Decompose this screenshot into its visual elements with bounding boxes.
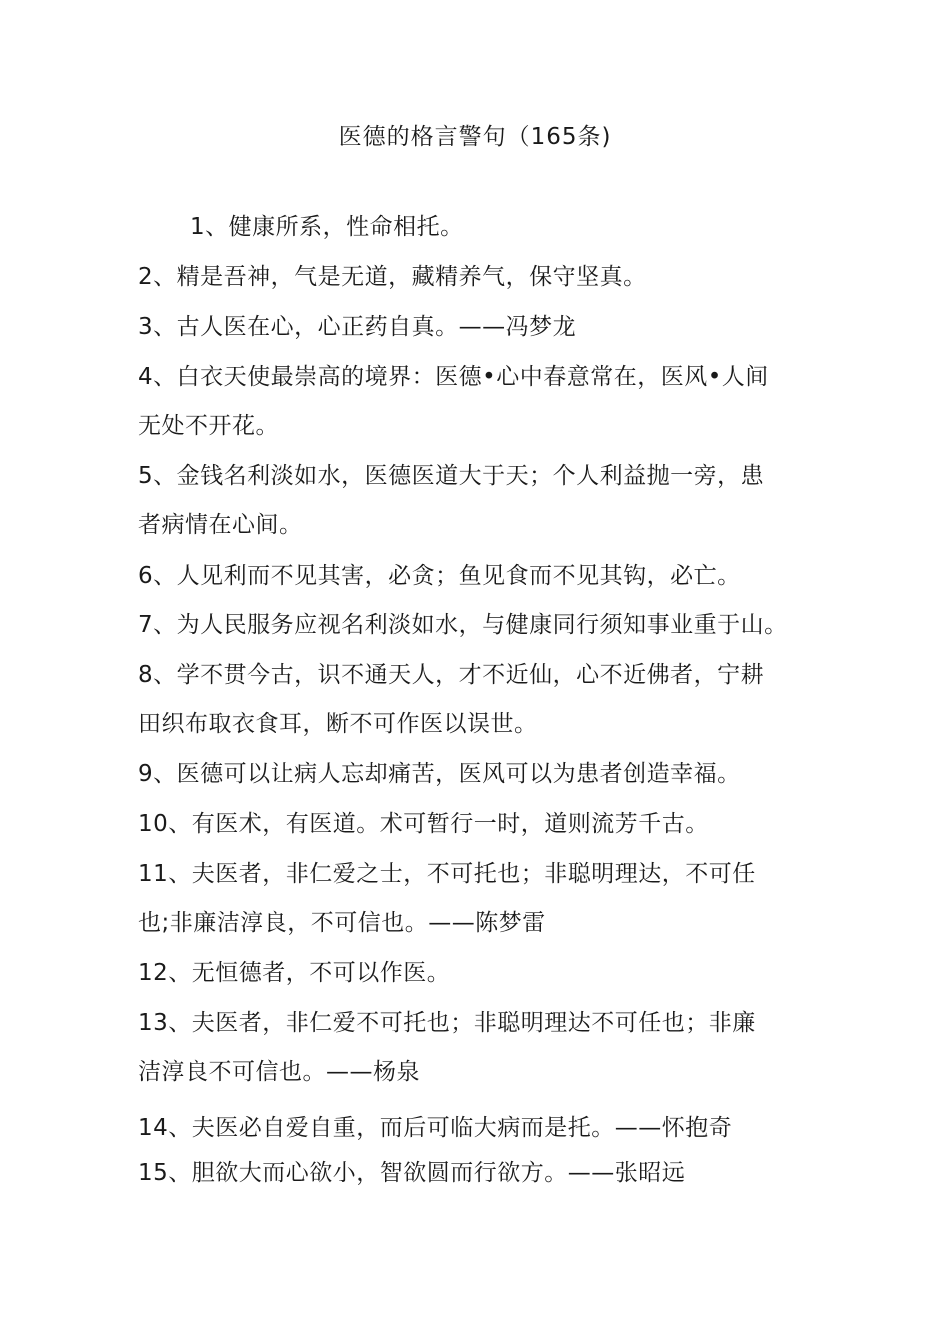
- line-7: 7、为人民服务应视名利淡如水，与健康同行须知事业重于山。: [138, 612, 788, 638]
- line-8: 8、学不贯今古，识不通天人，才不近仙，心不近佛者，宁耕: [138, 662, 765, 688]
- line-9: 9、医德可以让病人忘却痛苦，医风可以为患者创造幸福。: [138, 761, 741, 787]
- line-13-cont: 洁淳良不可信也。——杨泉: [138, 1059, 420, 1085]
- line-10: 10、有医术，有医道。术可暂行一时，道则流芳千古。: [138, 811, 709, 837]
- line-1: 1、健康所系，性命相托。: [190, 214, 464, 240]
- document-title: 医德的格言警句（165条): [338, 124, 612, 150]
- line-5: 5、金钱名利淡如水，医德医道大于天；个人利益抛一旁，患: [138, 463, 765, 489]
- line-4-cont: 无处不开花。: [138, 413, 279, 439]
- line-15: 15、胆欲大而心欲小，智欲圆而行欲方。——张昭远: [138, 1160, 686, 1186]
- line-11-cont: 也;非廉洁淳良，不可信也。——陈梦雷: [138, 910, 546, 936]
- line-4: 4、白衣天使最崇高的境界：医德•心中春意常在，医风•人间: [138, 364, 769, 390]
- line-5-cont: 者病情在心间。: [138, 512, 303, 538]
- line-8-cont: 田织布取衣食耳，断不可作医以误世。: [138, 711, 538, 737]
- line-6: 6、人见利而不见其害，必贪；鱼见食而不见其钩，必亡。: [138, 563, 741, 589]
- line-2: 2、精是吾神，气是无道，藏精养气，保守坚真。: [138, 264, 647, 290]
- line-3: 3、古人医在心，心正药自真。——冯梦龙: [138, 314, 577, 340]
- line-14: 14、夫医必自爱自重，而后可临大病而是托。——怀抱奇: [138, 1115, 733, 1141]
- line-11: 11、夫医者，非仁爱之士，不可托也；非聪明理达，不可任: [138, 861, 756, 887]
- line-12: 12、无恒德者，不可以作医。: [138, 960, 451, 986]
- line-13: 13、夫医者，非仁爱不可托也；非聪明理达不可任也；非廉: [138, 1010, 756, 1036]
